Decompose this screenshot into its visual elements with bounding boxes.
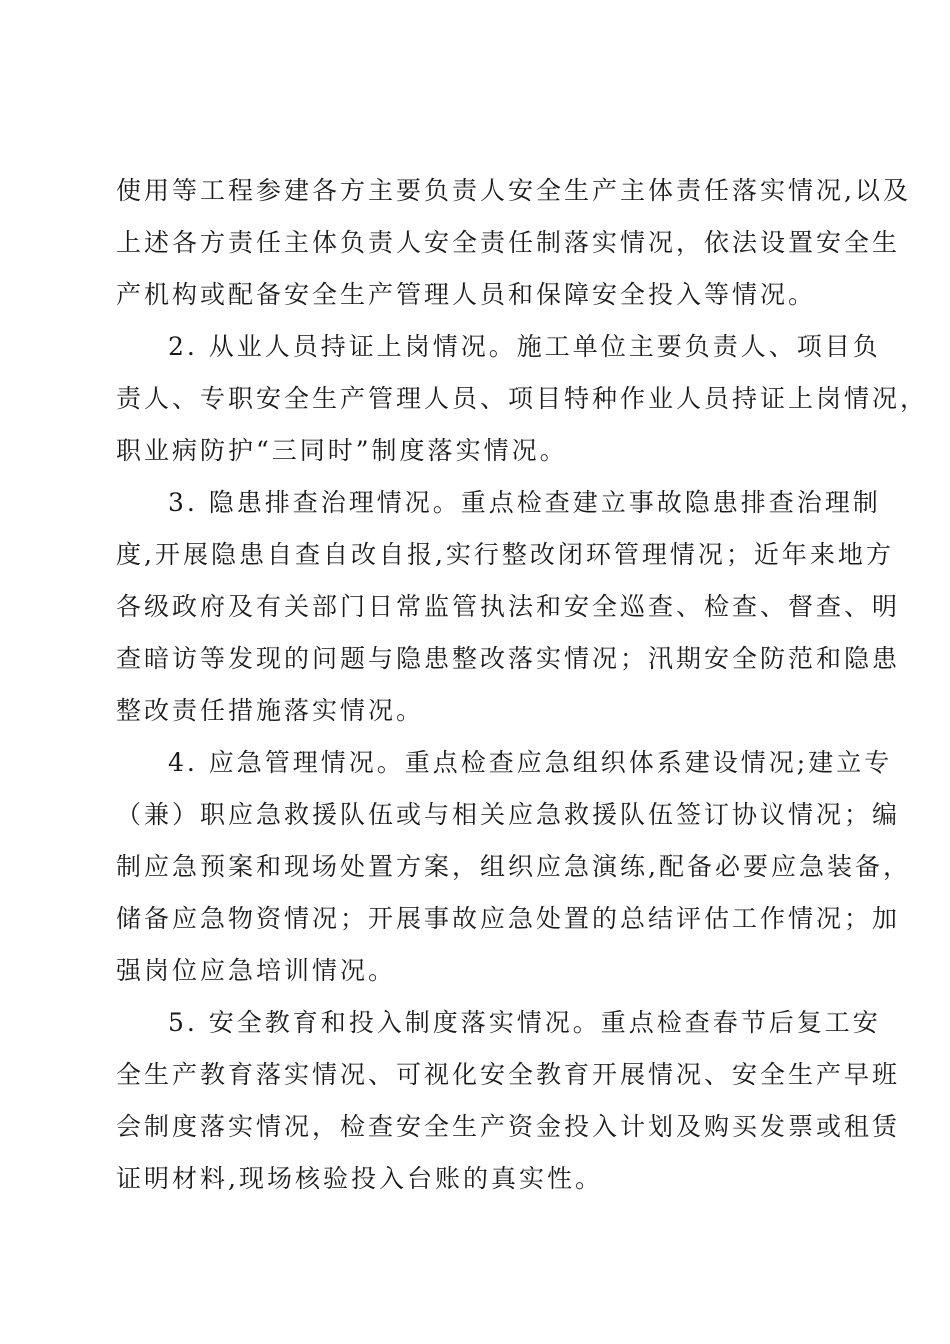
- paragraph-responsibility: [116, 165, 911, 321]
- text-line: 全生产教育落实情况、可视化安全教育开展情况、安全生产早班: [116, 1060, 901, 1089]
- text-line: 度,开展隐患自查自改自报,实行整改闭环管理情况；近年来地方: [116, 540, 894, 569]
- paragraph-item-3: [116, 477, 901, 737]
- text-line: 查暗访等发现的问题与隐患整改落实情况；汛期安全防范和隐患: [116, 644, 901, 673]
- text-line: （兼）职应急救援队伍或与相关应急救援队伍签订协议情况；编: [116, 800, 901, 829]
- text-line: 2. 从业人员持证上岗情况。施工单位主要负责人、项目负: [168, 332, 881, 361]
- text-line: 4. 应急管理情况。重点检查应急组织体系建设情况;建立专: [168, 748, 893, 777]
- text-line: 强岗位应急培训情况。: [116, 956, 397, 985]
- text-line: 各级政府及有关部门日常监管执法和安全巡查、检查、督查、明: [116, 592, 901, 621]
- text-line: 产机构或配备安全生产管理人员和保障安全投入等情况。: [116, 280, 817, 309]
- text-line: 上述各方责任主体负责人安全责任制落实情况，依法设置安全生: [116, 228, 901, 257]
- text-line: 制应急预案和现场处置方案，组织应急演练,配备必要应急装备，: [116, 852, 911, 881]
- text-line: 证明材料,现场核验投入台账的真实性。: [116, 1164, 603, 1193]
- paragraph-item-5: [116, 997, 901, 1205]
- text-line: 使用等工程参建各方主要负责人安全生产主体责任落实情况,以及: [116, 176, 911, 205]
- text-line: 5. 安全教育和投入制度落实情况。重点检查春节后复工安: [168, 1008, 881, 1037]
- document-body: [116, 165, 929, 1205]
- paragraph-item-4: [116, 737, 911, 997]
- text-line: 会制度落实情况，检查安全生产资金投入计划及购买发票或租赁: [116, 1112, 901, 1141]
- paragraph-item-2: [116, 321, 929, 477]
- text-line: 责人、专职安全生产管理人员、项目特种作业人员持证上岗情况，: [116, 384, 929, 413]
- text-line: 储备应急物资情况；开展事故应急处置的总结评估工作情况；加: [116, 904, 901, 933]
- text-line: 职业病防护“三同时”制度落实情况。: [116, 436, 568, 465]
- text-line: 整改责任措施落实情况。: [116, 696, 425, 725]
- text-line: 3. 隐患排查治理情况。重点检查建立事故隐患排查治理制: [168, 488, 881, 517]
